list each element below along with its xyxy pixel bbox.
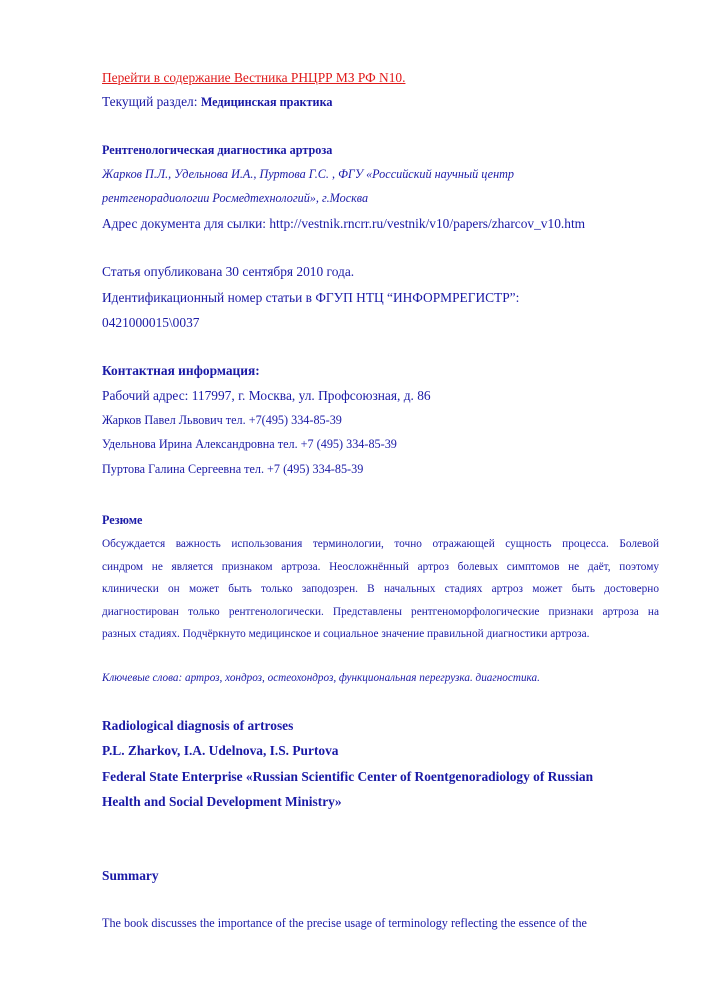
contact-person-2: Удельнова Ирина Александровна тел. +7 (495) 334-85-39 [102, 437, 397, 451]
keywords: Ключевые слова: артроз, хондроз, остеохондроз, функциональная перегрузка. диагностика. [102, 672, 540, 684]
abstract-line: разных стадиях. Подчёркнуто медицинское и социальное значение правильной диагностики артроза. [102, 628, 590, 640]
contact-person-3: Пуртова Галина Сергеевна тел. +7 (495) 334-85-39 [102, 462, 364, 476]
abstract-line: диагностирован только рентгенологически. Представлены рентгеноморфологические признаки артроза на [102, 605, 659, 618]
authors-line-1: Жарков П.Л., Удельнова И.А., Пуртова Г.С. , ФГУ «Российский научный центр [102, 167, 515, 181]
id-number-line-2: 0421000015\0037 [102, 315, 200, 330]
authors-en: P.L. Zharkov, I.A. Udelnova, I.S. Purtova [102, 743, 339, 758]
current-section [102, 95, 333, 108]
article-title-ru: Рентгенологическая диагностика артроза [102, 143, 333, 157]
section-name: Медицинская практика [200, 95, 333, 109]
contact-person-1: Жарков Павел Львович тел. +7(495) 334-85-39 [102, 413, 342, 427]
authors-line-2: рентгенорадиологии Росмедтехнологий», г.Москва [102, 191, 369, 205]
section-prefix: Текущий раздел: [102, 94, 201, 109]
id-number-line-1: Идентификационный номер статьи в ФГУП НТЦ “ИНФОРМРЕГИСТР”: [102, 290, 520, 305]
article-title-en: Radiological diagnosis of artroses [102, 718, 294, 733]
abstract-line: Обсуждается важность использования терминологии, точно отражающей сущность процесса. Болевой [102, 538, 659, 550]
affiliation-en-line-2: Health and Social Development Ministry» [102, 794, 342, 809]
abstract-line: синдром не является признаком артроза. Неосложнённый артроз болевых симптомов не даёт, поэтому [102, 560, 659, 573]
affiliation-en-line-1: Federal State Enterprise «Russian Scientific Center of Roentgenoradiology of Russian [102, 769, 594, 784]
publication-date: Статья опубликована 30 сентября 2010 года. [102, 264, 355, 279]
summary-line-1: The book discusses the importance of the precise usage of terminology reflecting the essence of the [102, 916, 587, 930]
abstract-heading: Резюме [102, 513, 143, 527]
abstract-paragraph [102, 533, 659, 646]
summary-heading: Summary [102, 868, 159, 883]
contents-link[interactable]: Перейти в содержание Вестника РНЦРР МЗ РФ N10. [102, 70, 406, 85]
contacts-heading: Контактная информация: [102, 363, 260, 378]
abstract-line: клинически он может быть только заподозрен. В начальных стадиях артроз может быть достоверно [102, 583, 659, 595]
contacts-address: Рабочий адрес: 117997, г. Москва, ул. Профсоюзная, д. 86 [102, 388, 431, 403]
document-address: Адрес документа для сылки: http://vestnik.rncrr.ru/vestnik/v10/papers/zharcov_v10.htm [102, 216, 586, 231]
